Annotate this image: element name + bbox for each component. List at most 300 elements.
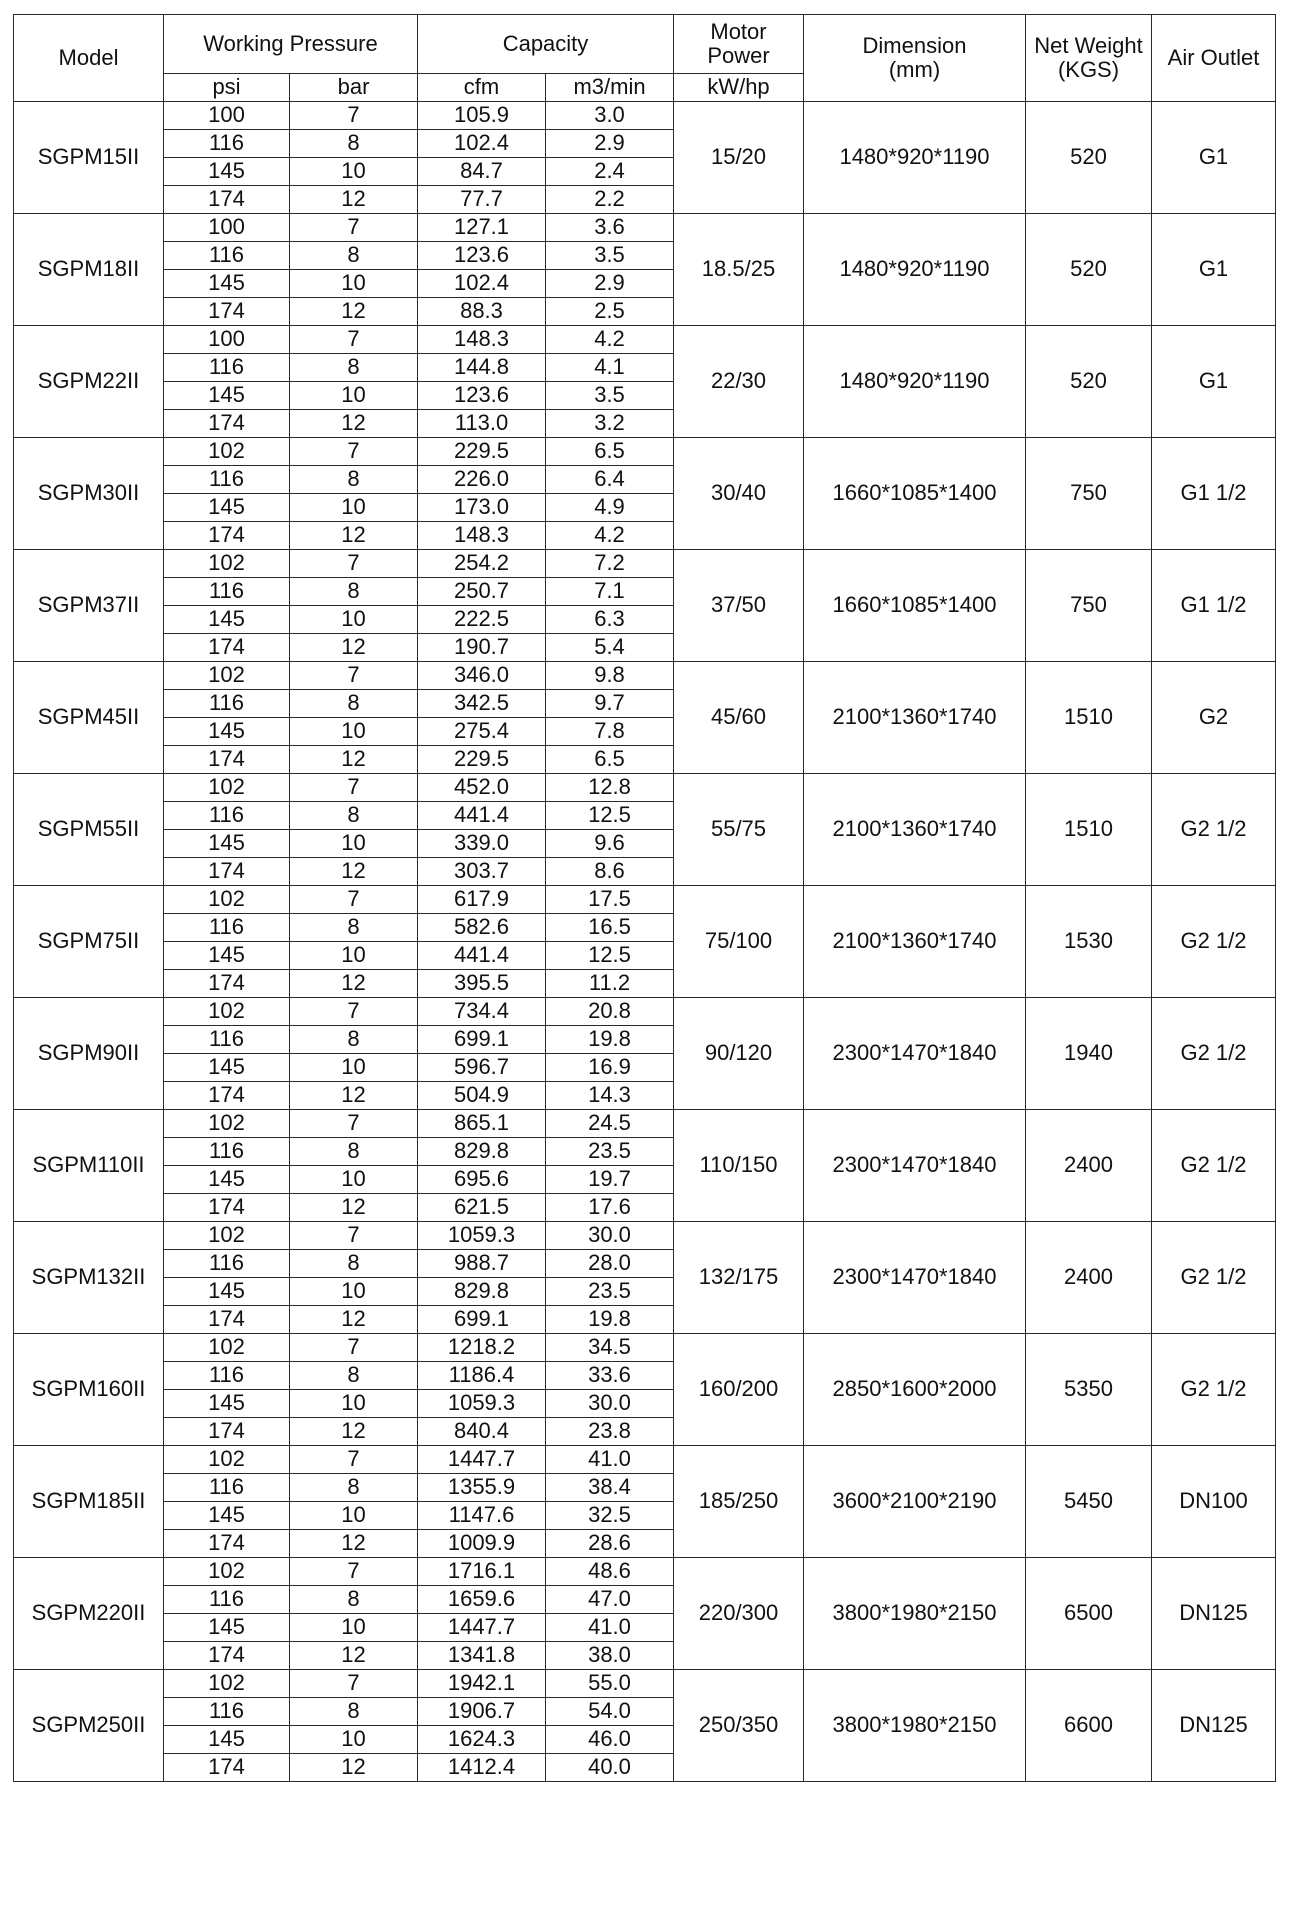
m3min-cell: 3.5 [546, 382, 674, 410]
dimension-cell: 1480*920*1190 [804, 214, 1026, 326]
air-outlet-cell: G2 [1152, 662, 1276, 774]
bar-cell: 12 [290, 298, 418, 326]
model-cell: SGPM55II [14, 774, 164, 886]
bar-cell: 10 [290, 942, 418, 970]
air-outlet-cell: G2 1/2 [1152, 1222, 1276, 1334]
bar-cell: 8 [290, 466, 418, 494]
air-outlet-cell: G1 [1152, 214, 1276, 326]
psi-cell: 145 [164, 158, 290, 186]
air-outlet-cell: G1 [1152, 102, 1276, 214]
cfm-cell: 988.7 [418, 1250, 546, 1278]
m3min-cell: 7.1 [546, 578, 674, 606]
table-row [14, 662, 1276, 690]
m3min-cell: 28.6 [546, 1530, 674, 1558]
bar-cell: 12 [290, 1418, 418, 1446]
cfm-cell: 699.1 [418, 1026, 546, 1054]
cfm-cell: 441.4 [418, 802, 546, 830]
psi-cell: 174 [164, 1418, 290, 1446]
cfm-cell: 441.4 [418, 942, 546, 970]
psi-cell: 102 [164, 438, 290, 466]
net-weight-cell: 1510 [1026, 774, 1152, 886]
psi-cell: 102 [164, 1222, 290, 1250]
psi-cell: 174 [164, 410, 290, 438]
dimension-cell: 1660*1085*1400 [804, 438, 1026, 550]
model-cell: SGPM160II [14, 1334, 164, 1446]
psi-cell: 174 [164, 1530, 290, 1558]
cfm-cell: 222.5 [418, 606, 546, 634]
psi-cell: 102 [164, 886, 290, 914]
dimension-header-line2: (mm) [888, 57, 941, 82]
m3min-cell: 41.0 [546, 1446, 674, 1474]
bar-cell: 10 [290, 1614, 418, 1642]
psi-cell: 145 [164, 1726, 290, 1754]
bar-cell: 12 [290, 1082, 418, 1110]
cfm-cell: 102.4 [418, 130, 546, 158]
dimension-cell: 2850*1600*2000 [804, 1334, 1026, 1446]
bar-cell: 7 [290, 662, 418, 690]
m3min-cell: 2.5 [546, 298, 674, 326]
bar-cell: 8 [290, 914, 418, 942]
m3min-cell: 6.5 [546, 438, 674, 466]
table-row [14, 886, 1276, 914]
net-weight-cell: 750 [1026, 550, 1152, 662]
cfm-cell: 226.0 [418, 466, 546, 494]
m3min-cell: 12.8 [546, 774, 674, 802]
net-weight-cell: 750 [1026, 438, 1152, 550]
cfm-cell: 1355.9 [418, 1474, 546, 1502]
psi-cell: 100 [164, 102, 290, 130]
m3min-cell: 19.8 [546, 1026, 674, 1054]
psi-cell: 116 [164, 130, 290, 158]
table-header [14, 15, 1276, 102]
m3min-cell: 11.2 [546, 970, 674, 998]
bar-cell: 12 [290, 1194, 418, 1222]
air-outlet-cell: DN100 [1152, 1446, 1276, 1558]
psi-cell: 116 [164, 1474, 290, 1502]
psi-cell: 174 [164, 1754, 290, 1782]
psi-cell: 116 [164, 802, 290, 830]
bar-cell: 12 [290, 186, 418, 214]
m3min-cell: 9.7 [546, 690, 674, 718]
model-cell: SGPM185II [14, 1446, 164, 1558]
m3min-cell: 7.2 [546, 550, 674, 578]
table-row [14, 326, 1276, 354]
bar-cell: 10 [290, 494, 418, 522]
bar-header: bar [290, 74, 418, 102]
cfm-cell: 1059.3 [418, 1390, 546, 1418]
model-cell: SGPM220II [14, 1558, 164, 1670]
motor-power-header-line2: Power [707, 43, 770, 68]
cfm-cell: 452.0 [418, 774, 546, 802]
cfm-cell: 1447.7 [418, 1446, 546, 1474]
table-row [14, 1110, 1276, 1138]
motor-power-cell: 22/30 [674, 326, 804, 438]
motor-power-cell: 55/75 [674, 774, 804, 886]
model-cell: SGPM22II [14, 326, 164, 438]
model-cell: SGPM90II [14, 998, 164, 1110]
bar-cell: 8 [290, 1026, 418, 1054]
cfm-cell: 346.0 [418, 662, 546, 690]
model-cell: SGPM15II [14, 102, 164, 214]
net-weight-cell: 5450 [1026, 1446, 1152, 1558]
m3min-header: m3/min [546, 74, 674, 102]
psi-cell: 102 [164, 1110, 290, 1138]
dimension-cell: 2100*1360*1740 [804, 886, 1026, 998]
table-row [14, 1670, 1276, 1698]
cfm-cell: 105.9 [418, 102, 546, 130]
m3min-cell: 23.5 [546, 1278, 674, 1306]
net-weight-cell: 2400 [1026, 1110, 1152, 1222]
psi-cell: 145 [164, 1614, 290, 1642]
motor-power-cell: 30/40 [674, 438, 804, 550]
psi-header: psi [164, 74, 290, 102]
bar-cell: 10 [290, 1166, 418, 1194]
psi-cell: 116 [164, 1250, 290, 1278]
psi-cell: 116 [164, 1026, 290, 1054]
dimension-cell: 3600*2100*2190 [804, 1446, 1026, 1558]
bar-cell: 7 [290, 438, 418, 466]
kwhp-header: kW/hp [674, 74, 804, 102]
m3min-cell: 46.0 [546, 1726, 674, 1754]
cfm-cell: 1906.7 [418, 1698, 546, 1726]
motor-power-cell: 110/150 [674, 1110, 804, 1222]
air-outlet-cell: DN125 [1152, 1558, 1276, 1670]
psi-cell: 145 [164, 718, 290, 746]
m3min-cell: 19.8 [546, 1306, 674, 1334]
bar-cell: 8 [290, 1362, 418, 1390]
table-row [14, 1222, 1276, 1250]
net-weight-cell: 520 [1026, 326, 1152, 438]
bar-cell: 12 [290, 1306, 418, 1334]
psi-cell: 145 [164, 1390, 290, 1418]
bar-cell: 12 [290, 1642, 418, 1670]
bar-cell: 8 [290, 1698, 418, 1726]
air-outlet-cell: DN125 [1152, 1670, 1276, 1782]
cfm-cell: 77.7 [418, 186, 546, 214]
m3min-cell: 4.2 [546, 326, 674, 354]
dimension-cell: 3800*1980*2150 [804, 1558, 1026, 1670]
m3min-cell: 3.5 [546, 242, 674, 270]
cfm-cell: 1447.7 [418, 1614, 546, 1642]
dimension-cell: 2100*1360*1740 [804, 774, 1026, 886]
psi-cell: 145 [164, 382, 290, 410]
cfm-cell: 865.1 [418, 1110, 546, 1138]
air-outlet-cell: G2 1/2 [1152, 1334, 1276, 1446]
cfm-cell: 102.4 [418, 270, 546, 298]
model-cell: SGPM18II [14, 214, 164, 326]
capacity-header: Capacity [418, 15, 674, 74]
bar-cell: 8 [290, 1138, 418, 1166]
m3min-cell: 34.5 [546, 1334, 674, 1362]
bar-cell: 10 [290, 1726, 418, 1754]
m3min-cell: 3.6 [546, 214, 674, 242]
motor-power-cell: 220/300 [674, 1558, 804, 1670]
m3min-cell: 19.7 [546, 1166, 674, 1194]
table-row [14, 998, 1276, 1026]
model-cell: SGPM37II [14, 550, 164, 662]
net-weight-cell: 520 [1026, 102, 1152, 214]
m3min-cell: 23.5 [546, 1138, 674, 1166]
psi-cell: 102 [164, 774, 290, 802]
bar-cell: 10 [290, 830, 418, 858]
motor-power-header [674, 15, 804, 74]
table-row [14, 774, 1276, 802]
psi-cell: 174 [164, 1194, 290, 1222]
cfm-cell: 840.4 [418, 1418, 546, 1446]
bar-cell: 7 [290, 1222, 418, 1250]
bar-cell: 8 [290, 578, 418, 606]
table-row [14, 1558, 1276, 1586]
psi-cell: 102 [164, 1558, 290, 1586]
cfm-cell: 1147.6 [418, 1502, 546, 1530]
m3min-cell: 24.5 [546, 1110, 674, 1138]
bar-cell: 10 [290, 718, 418, 746]
air-outlet-header: Air Outlet [1152, 15, 1276, 102]
psi-cell: 174 [164, 298, 290, 326]
motor-power-cell: 18.5/25 [674, 214, 804, 326]
cfm-cell: 123.6 [418, 382, 546, 410]
psi-cell: 174 [164, 634, 290, 662]
m3min-cell: 9.6 [546, 830, 674, 858]
net-weight-cell: 6600 [1026, 1670, 1152, 1782]
cfm-cell: 1059.3 [418, 1222, 546, 1250]
cfm-cell: 342.5 [418, 690, 546, 718]
cfm-cell: 395.5 [418, 970, 546, 998]
net-weight-cell: 520 [1026, 214, 1152, 326]
net-weight-cell: 5350 [1026, 1334, 1152, 1446]
m3min-cell: 48.6 [546, 1558, 674, 1586]
bar-cell: 7 [290, 1670, 418, 1698]
psi-cell: 116 [164, 242, 290, 270]
psi-cell: 145 [164, 1278, 290, 1306]
cfm-cell: 123.6 [418, 242, 546, 270]
cfm-cell: 1009.9 [418, 1530, 546, 1558]
net-weight-cell: 2400 [1026, 1222, 1152, 1334]
bar-cell: 10 [290, 1278, 418, 1306]
psi-cell: 100 [164, 214, 290, 242]
cfm-header: cfm [418, 74, 546, 102]
dimension-header-line1: Dimension [862, 32, 967, 58]
cfm-cell: 596.7 [418, 1054, 546, 1082]
cfm-cell: 1624.3 [418, 1726, 546, 1754]
air-outlet-cell: G1 [1152, 326, 1276, 438]
cfm-cell: 229.5 [418, 438, 546, 466]
cfm-cell: 148.3 [418, 522, 546, 550]
cfm-cell: 275.4 [418, 718, 546, 746]
m3min-cell: 8.6 [546, 858, 674, 886]
bar-cell: 7 [290, 1334, 418, 1362]
psi-cell: 174 [164, 522, 290, 550]
air-outlet-cell: G2 1/2 [1152, 886, 1276, 998]
cfm-cell: 339.0 [418, 830, 546, 858]
net-weight-cell: 1510 [1026, 662, 1152, 774]
m3min-cell: 28.0 [546, 1250, 674, 1278]
header-row [14, 15, 1276, 74]
net-weight-cell: 1940 [1026, 998, 1152, 1110]
psi-cell: 116 [164, 1138, 290, 1166]
bar-cell: 8 [290, 354, 418, 382]
model-cell: SGPM132II [14, 1222, 164, 1334]
m3min-cell: 20.8 [546, 998, 674, 1026]
cfm-cell: 582.6 [418, 914, 546, 942]
working-pressure-header: Working Pressure [164, 15, 418, 74]
bar-cell: 10 [290, 606, 418, 634]
m3min-cell: 14.3 [546, 1082, 674, 1110]
cfm-cell: 1659.6 [418, 1586, 546, 1614]
bar-cell: 8 [290, 242, 418, 270]
psi-cell: 100 [164, 326, 290, 354]
model-cell: SGPM75II [14, 886, 164, 998]
cfm-cell: 113.0 [418, 410, 546, 438]
cfm-cell: 144.8 [418, 354, 546, 382]
m3min-cell: 2.4 [546, 158, 674, 186]
net-weight-header-line1: Net Weight [1034, 32, 1143, 58]
m3min-cell: 47.0 [546, 1586, 674, 1614]
m3min-cell: 17.5 [546, 886, 674, 914]
m3min-cell: 7.8 [546, 718, 674, 746]
psi-cell: 145 [164, 494, 290, 522]
dimension-cell: 1480*920*1190 [804, 326, 1026, 438]
bar-cell: 12 [290, 522, 418, 550]
m3min-cell: 6.3 [546, 606, 674, 634]
air-outlet-cell: G2 1/2 [1152, 998, 1276, 1110]
net-weight-header-line2: (KGS) [1057, 57, 1120, 82]
cfm-cell: 1942.1 [418, 1670, 546, 1698]
m3min-cell: 2.9 [546, 130, 674, 158]
cfm-cell: 1218.2 [418, 1334, 546, 1362]
dimension-cell: 1660*1085*1400 [804, 550, 1026, 662]
motor-power-header-line1: Motor [710, 18, 767, 44]
table-row [14, 1446, 1276, 1474]
cfm-cell: 621.5 [418, 1194, 546, 1222]
m3min-cell: 38.0 [546, 1642, 674, 1670]
psi-cell: 102 [164, 998, 290, 1026]
bar-cell: 12 [290, 858, 418, 886]
psi-cell: 145 [164, 1166, 290, 1194]
m3min-cell: 40.0 [546, 1754, 674, 1782]
spec-table [13, 14, 1276, 1782]
cfm-cell: 829.8 [418, 1138, 546, 1166]
air-outlet-cell: G2 1/2 [1152, 1110, 1276, 1222]
bar-cell: 7 [290, 550, 418, 578]
model-header: Model [14, 15, 164, 102]
m3min-cell: 41.0 [546, 1614, 674, 1642]
m3min-cell: 6.5 [546, 746, 674, 774]
m3min-cell: 16.5 [546, 914, 674, 942]
m3min-cell: 5.4 [546, 634, 674, 662]
cfm-cell: 695.6 [418, 1166, 546, 1194]
psi-cell: 174 [164, 1306, 290, 1334]
net-weight-cell: 1530 [1026, 886, 1152, 998]
table-row [14, 102, 1276, 130]
psi-cell: 145 [164, 1502, 290, 1530]
cfm-cell: 734.4 [418, 998, 546, 1026]
cfm-cell: 84.7 [418, 158, 546, 186]
m3min-cell: 55.0 [546, 1670, 674, 1698]
m3min-cell: 23.8 [546, 1418, 674, 1446]
dimension-cell: 2300*1470*1840 [804, 1222, 1026, 1334]
m3min-cell: 2.9 [546, 270, 674, 298]
cfm-cell: 229.5 [418, 746, 546, 774]
psi-cell: 102 [164, 1334, 290, 1362]
m3min-cell: 4.2 [546, 522, 674, 550]
psi-cell: 116 [164, 1586, 290, 1614]
psi-cell: 174 [164, 858, 290, 886]
air-outlet-cell: G1 1/2 [1152, 550, 1276, 662]
psi-cell: 174 [164, 186, 290, 214]
psi-cell: 102 [164, 662, 290, 690]
bar-cell: 12 [290, 410, 418, 438]
dimension-cell: 1480*920*1190 [804, 102, 1026, 214]
cfm-cell: 699.1 [418, 1306, 546, 1334]
cfm-cell: 1341.8 [418, 1642, 546, 1670]
bar-cell: 10 [290, 270, 418, 298]
cfm-cell: 148.3 [418, 326, 546, 354]
m3min-cell: 4.9 [546, 494, 674, 522]
dimension-cell: 2100*1360*1740 [804, 662, 1026, 774]
psi-cell: 102 [164, 1446, 290, 1474]
table-row [14, 438, 1276, 466]
net-weight-header [1026, 15, 1152, 102]
motor-power-cell: 132/175 [674, 1222, 804, 1334]
motor-power-cell: 250/350 [674, 1670, 804, 1782]
psi-cell: 116 [164, 466, 290, 494]
bar-cell: 10 [290, 158, 418, 186]
air-outlet-cell: G1 1/2 [1152, 438, 1276, 550]
bar-cell: 7 [290, 774, 418, 802]
psi-cell: 145 [164, 606, 290, 634]
psi-cell: 116 [164, 578, 290, 606]
motor-power-cell: 37/50 [674, 550, 804, 662]
dimension-cell: 3800*1980*2150 [804, 1670, 1026, 1782]
cfm-cell: 303.7 [418, 858, 546, 886]
bar-cell: 7 [290, 1110, 418, 1138]
m3min-cell: 9.8 [546, 662, 674, 690]
cfm-cell: 829.8 [418, 1278, 546, 1306]
bar-cell: 10 [290, 1390, 418, 1418]
bar-cell: 7 [290, 102, 418, 130]
bar-cell: 7 [290, 214, 418, 242]
cfm-cell: 617.9 [418, 886, 546, 914]
psi-cell: 174 [164, 1642, 290, 1670]
psi-cell: 116 [164, 354, 290, 382]
bar-cell: 12 [290, 970, 418, 998]
bar-cell: 7 [290, 1446, 418, 1474]
table-row [14, 550, 1276, 578]
model-cell: SGPM110II [14, 1110, 164, 1222]
psi-cell: 102 [164, 550, 290, 578]
psi-cell: 116 [164, 1362, 290, 1390]
m3min-cell: 3.0 [546, 102, 674, 130]
cfm-cell: 254.2 [418, 550, 546, 578]
psi-cell: 174 [164, 1082, 290, 1110]
m3min-cell: 30.0 [546, 1390, 674, 1418]
bar-cell: 10 [290, 382, 418, 410]
m3min-cell: 17.6 [546, 1194, 674, 1222]
cfm-cell: 190.7 [418, 634, 546, 662]
motor-power-cell: 15/20 [674, 102, 804, 214]
psi-cell: 116 [164, 914, 290, 942]
table-row [14, 1334, 1276, 1362]
m3min-cell: 6.4 [546, 466, 674, 494]
net-weight-cell: 6500 [1026, 1558, 1152, 1670]
bar-cell: 7 [290, 326, 418, 354]
table-row [14, 214, 1276, 242]
m3min-cell: 4.1 [546, 354, 674, 382]
psi-cell: 116 [164, 690, 290, 718]
model-cell: SGPM30II [14, 438, 164, 550]
air-outlet-cell: G2 1/2 [1152, 774, 1276, 886]
